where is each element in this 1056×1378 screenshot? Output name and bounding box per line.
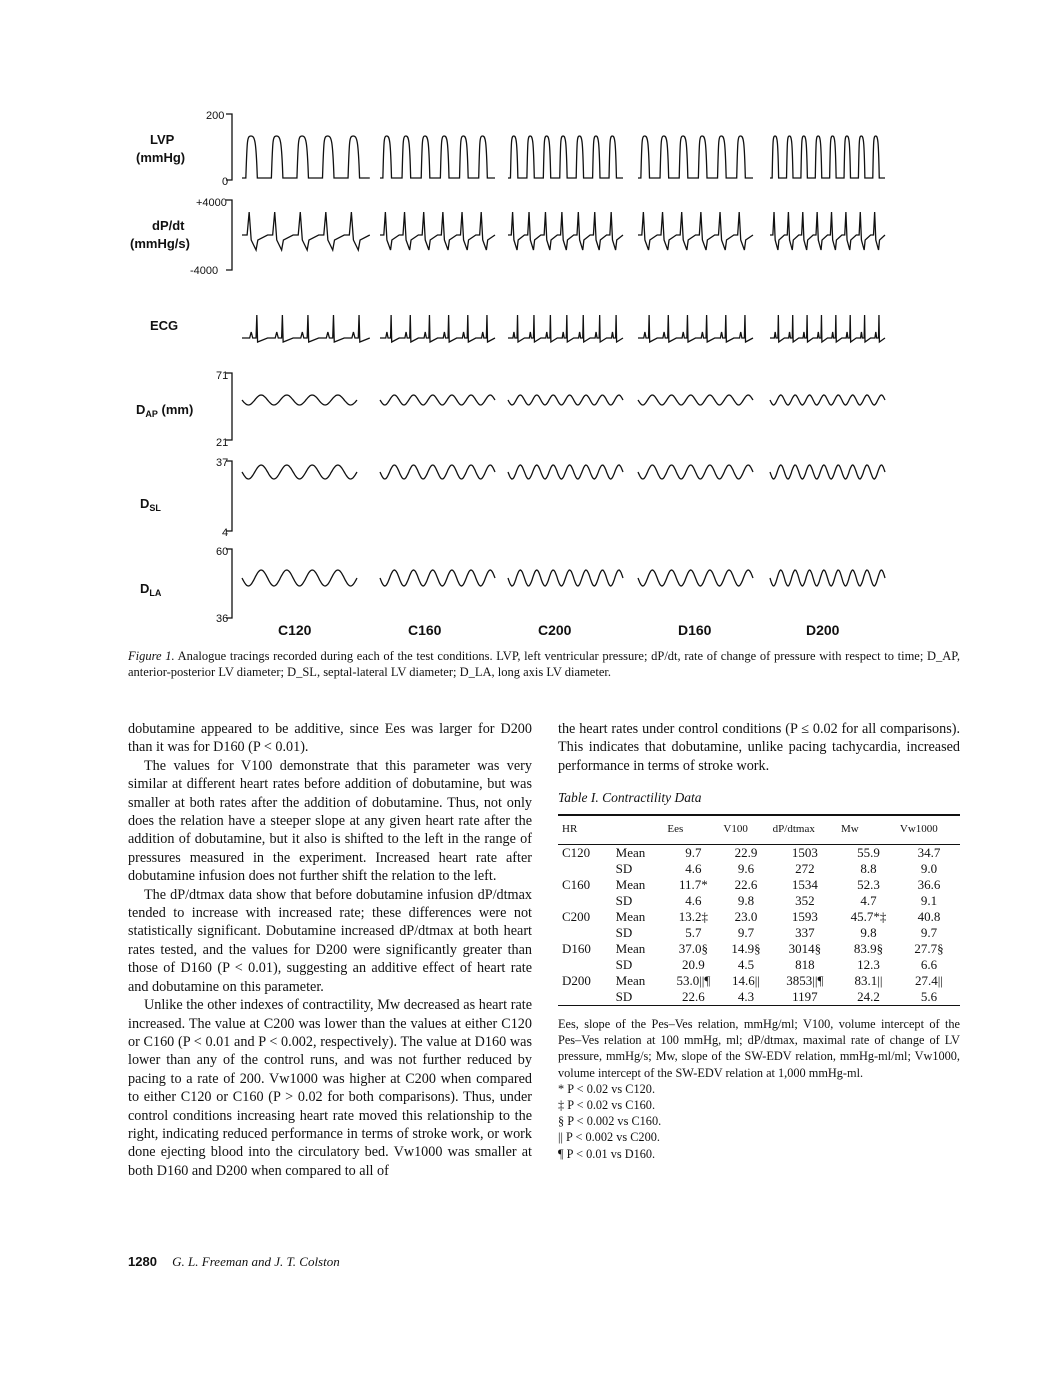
table-cell: SD xyxy=(615,989,633,1005)
table-header: Ees xyxy=(665,815,721,845)
dpdt-trace xyxy=(242,212,370,250)
table-cell: 4.6 xyxy=(685,861,702,877)
tick-dsl-bottom: 4 xyxy=(222,527,229,539)
tick-lvp-top: 200 xyxy=(206,110,225,122)
paragraph: Unlike the other indexes of contractility, Mw decreased as heart rate increased. The value at C200 was lower than the values at either C120 or C160 (P < 0.01 and P < 0.002, respectively). The value at D160 was lower than any of the control runs, and was not further reduced by pacing to a rate of 200. Vw1000 was higher at C200 when compared to either C120 or C160 (P > 0.02 for both comparisons). Thus, under control conditions increasing heart rate moved this relationship to the right, indicating reduced performance in terms of stroke work, or work done ejecting blood into the circulatory bed. Vw1000 was smaller at both D160 and D200 when compared to all of xyxy=(128,997,532,1179)
table-cell: 3853||¶ xyxy=(786,973,824,989)
axis-lvp xyxy=(226,114,232,180)
table-row xyxy=(558,957,960,973)
table-cell: 12.3 xyxy=(857,957,880,973)
condition-label-c160: C160 xyxy=(408,622,442,638)
table-row xyxy=(558,877,960,893)
table-cell: 11.7* xyxy=(679,877,708,893)
left-column xyxy=(128,720,532,1180)
table-cell: 9.7 xyxy=(920,925,938,941)
dpdt-trace xyxy=(770,212,885,250)
dap-trace xyxy=(770,395,885,405)
page-number: 1280 xyxy=(128,1254,157,1269)
table-cell: 22.9 xyxy=(734,845,758,861)
table-header: dP/dtmax xyxy=(771,815,839,845)
lvp-trace xyxy=(380,136,495,178)
table-cell: 352 xyxy=(795,893,815,909)
table-cell: SD xyxy=(615,925,633,941)
table-header: HR xyxy=(558,815,610,845)
table-cell: C160 xyxy=(562,877,591,893)
table-note: § P < 0.002 vs C160. xyxy=(558,1114,662,1129)
tick-dsl-top: 37 xyxy=(216,457,229,469)
row-label-ecg: ECG xyxy=(150,318,179,333)
table-cell: 5.6 xyxy=(920,989,938,1005)
table-note: ¶ P < 0.01 vs D160. xyxy=(558,1146,656,1161)
figure-caption xyxy=(128,648,960,680)
table-cell: 55.9 xyxy=(857,845,880,861)
table-cell: SD xyxy=(615,893,633,909)
table-cell: 14.6|| xyxy=(732,973,761,989)
table-cell xyxy=(558,925,610,941)
tick-dla-top: 60 xyxy=(216,546,229,558)
paragraph: The dP/dtmax data show that before dobutamine infusion dP/dtmax tended to increase with increased rate; these differences were not statistically significant. Dobutamine increased dP/dtmax at both heart rates tested, and the values for D200 were significantly greater than those of D160 (P < 0.01), suggesting an additive effect of heart rate and dobutamine on this parameter. xyxy=(128,886,532,995)
condition-label-c120: C120 xyxy=(278,622,312,638)
table-cell: 9.8 xyxy=(737,893,755,909)
row-label-dap: $D_{AP}$ (mm) xyxy=(136,402,194,419)
dpdt-trace xyxy=(508,212,623,250)
table-cell xyxy=(558,893,610,909)
dla-trace xyxy=(508,570,623,586)
axis-dap xyxy=(226,373,232,440)
table-cell: Mean xyxy=(615,845,646,861)
table-note: ‡ P < 0.02 vs C160. xyxy=(558,1098,656,1113)
page-footer xyxy=(128,1254,340,1270)
dla-trace xyxy=(380,570,495,586)
table-row xyxy=(558,893,960,909)
table-note: Ees, slope of the Pes–Ves relation, mmHg/ml; V100, volume intercept of the Pes–Ves relation at 100 mmHg, ml; dP/dtmax, maximal rate of change of LV pressure, mmHg/s; Mw, slope of the SW-EDV relation, mmHg-ml/ml; Vw1000, volume intercept of the SW-EDV relation at 1,000 mmHg-ml. xyxy=(558,1017,960,1080)
row-sublabel-lvp: (mmHg) xyxy=(136,150,186,165)
table-cell: Mean xyxy=(615,973,646,989)
table-note: * P < 0.02 vs C120. xyxy=(558,1081,656,1096)
table-header xyxy=(610,815,666,845)
dap-trace xyxy=(508,395,623,405)
tick-dla-bottom: 36 xyxy=(216,613,229,625)
table-cell: 9.0 xyxy=(920,861,938,877)
tick-dpdt-bottom: -4000 xyxy=(190,265,219,277)
footer-authors: G. L. Freeman and J. T. Colston xyxy=(172,1254,340,1269)
dla-trace xyxy=(770,570,885,586)
table-cell: 36.6 xyxy=(917,877,941,893)
table-cell: 4.7 xyxy=(860,893,877,909)
dsl-trace xyxy=(638,465,753,479)
table-cell: SD xyxy=(615,861,633,877)
caption-text: Analogue tracings recorded during each of the test conditions. LVP, left ventricular pressure; dP/dt, rate of change of pressure with respect to time; D_AP, anterior-posterior LV diameter; D_SL, septal-lateral LV diameter; D_LA, long axis LV diameter. xyxy=(128,649,960,679)
table-cell: 83.9§ xyxy=(853,941,884,957)
axis-dla xyxy=(226,549,232,618)
ecg-trace xyxy=(508,315,623,342)
axis-dpdt xyxy=(226,200,232,270)
table-note: || P < 0.002 vs C200. xyxy=(558,1130,660,1145)
ecg-trace xyxy=(770,315,885,342)
dpdt-trace xyxy=(380,212,495,250)
dap-trace xyxy=(638,395,753,405)
dsl-trace xyxy=(508,465,623,479)
table-cell: 3014§ xyxy=(788,941,822,957)
paragraph: the heart rates under control conditions (P ≤ 0.02 for all comparisons). This indicates that dobutamine, unlike pacing tachycardia, increased performance in terms of stroke work. xyxy=(558,721,960,774)
table-cell: 24.2 xyxy=(857,989,880,1005)
row-label-dsl: $D_{SL}$ xyxy=(140,496,161,513)
dla-trace xyxy=(638,570,753,586)
table-cell: Mean xyxy=(615,877,646,893)
table-notes xyxy=(558,1016,960,1162)
table-cell: 1503 xyxy=(791,845,818,861)
table-cell: 9.7 xyxy=(737,925,755,941)
figure-1 xyxy=(130,100,910,640)
table-cell: 5.7 xyxy=(685,925,702,941)
tick-dpdt-top: +4000 xyxy=(196,197,227,209)
table-cell: 83.1|| xyxy=(854,973,883,989)
lvp-trace xyxy=(242,136,370,178)
table-cell: D160 xyxy=(562,941,591,957)
lvp-trace xyxy=(770,136,885,178)
table-cell: 34.7 xyxy=(917,845,941,861)
row-label-dpdt: dP/dt xyxy=(152,218,185,233)
condition-label-c200: C200 xyxy=(538,622,572,638)
table-cell xyxy=(558,989,610,1006)
ecg-trace xyxy=(638,315,753,342)
row-label-lvp: LVP xyxy=(150,132,175,147)
lvp-trace xyxy=(638,136,753,178)
paragraph: dobutamine appeared to be additive, since Ees was larger for D200 than it was for D160 (P < 0.01). xyxy=(128,721,532,756)
table-row xyxy=(558,861,960,877)
dpdt-trace xyxy=(638,212,753,250)
paragraph: The values for V100 demonstrate that this parameter was very similar at different heart rates before addition of dobutamine, but was smaller at both rates after the addition of dobutamine. Thus, not only does the relation have a steeper slope at any given heart rate after the addition of dobutamine, but it also is shifted to the left in the range of pressures measured in the experiment. Increased heart rate after dobutamine infusion does not further shift the relation to the left. xyxy=(128,757,532,885)
table-cell: 40.8 xyxy=(917,909,941,925)
table-cell xyxy=(558,861,610,877)
table-cell: 37.0§ xyxy=(678,941,709,957)
table-row xyxy=(558,973,960,989)
table-cell: 4.3 xyxy=(737,989,755,1005)
table-cell: 4.6 xyxy=(685,893,702,909)
ecg-trace xyxy=(242,315,370,342)
table-cell: 1534 xyxy=(791,877,818,893)
table-cell: 45.7*‡ xyxy=(850,909,887,925)
contractility-table xyxy=(558,814,960,1006)
dap-trace xyxy=(380,395,495,405)
table-cell: 22.6 xyxy=(682,989,705,1005)
table-cell: C200 xyxy=(562,909,591,925)
table-cell: 9.1 xyxy=(920,893,938,909)
tick-dap-bottom: 21 xyxy=(216,437,229,449)
table-cell: 337 xyxy=(795,925,815,941)
table-header: V100 xyxy=(721,815,770,845)
table-title: Table I. Contractility Data xyxy=(558,790,702,806)
dsl-trace xyxy=(242,465,357,479)
table-cell xyxy=(558,957,610,973)
axis-dsl xyxy=(226,461,232,531)
table-cell: 818 xyxy=(795,957,815,973)
table-header: Mw xyxy=(839,815,898,845)
table-cell: 53.0||¶ xyxy=(676,973,711,989)
table-cell: 20.9 xyxy=(682,957,705,973)
tick-lvp-bottom: 0 xyxy=(222,176,229,188)
table-cell: C120 xyxy=(562,845,591,861)
table-cell: Mean xyxy=(615,941,646,957)
table-body xyxy=(558,845,960,1006)
table-row xyxy=(558,925,960,941)
dla-trace xyxy=(242,570,357,586)
table-cell: 9.8 xyxy=(860,925,877,941)
table-cell: 272 xyxy=(795,861,815,877)
table-cell: 9.6 xyxy=(737,861,755,877)
table-cell: 22.6 xyxy=(734,877,758,893)
row-label-dla: $D_{LA}$ xyxy=(140,581,162,598)
table-cell: 27.4|| xyxy=(914,973,943,989)
table-row xyxy=(558,845,960,862)
lvp-trace xyxy=(508,136,623,178)
table-cell: 27.7§ xyxy=(914,941,944,957)
tick-dap-top: 71 xyxy=(216,370,229,382)
table-cell: 1197 xyxy=(792,989,818,1005)
caption-lead: Figure 1. xyxy=(128,649,175,663)
table-cell: 9.7 xyxy=(685,845,702,861)
table-cell: SD xyxy=(615,957,633,973)
right-column xyxy=(558,720,960,1162)
condition-label-d200: D200 xyxy=(806,622,840,638)
table-cell: 14.9§ xyxy=(731,941,761,957)
table-row xyxy=(558,989,960,1006)
dsl-trace xyxy=(770,465,885,479)
dsl-trace xyxy=(380,465,495,479)
condition-label-d160: D160 xyxy=(678,622,712,638)
table-cell: 4.5 xyxy=(737,957,755,973)
table-cell: 1593 xyxy=(791,909,818,925)
table-cell: 8.8 xyxy=(860,861,877,877)
table-row xyxy=(558,941,960,957)
row-sublabel-dpdt: (mmHg/s) xyxy=(130,236,190,251)
table-cell: Mean xyxy=(615,909,646,925)
table-cell: D200 xyxy=(562,973,591,989)
table-row xyxy=(558,909,960,925)
dap-trace xyxy=(242,395,357,405)
ecg-trace xyxy=(380,315,495,342)
table-cell: 23.0 xyxy=(734,909,758,925)
table-cell: 52.3 xyxy=(857,877,880,893)
table-header: Vw1000 xyxy=(898,815,960,845)
table-cell: 6.6 xyxy=(920,957,938,973)
table-cell: 13.2‡ xyxy=(678,909,709,925)
